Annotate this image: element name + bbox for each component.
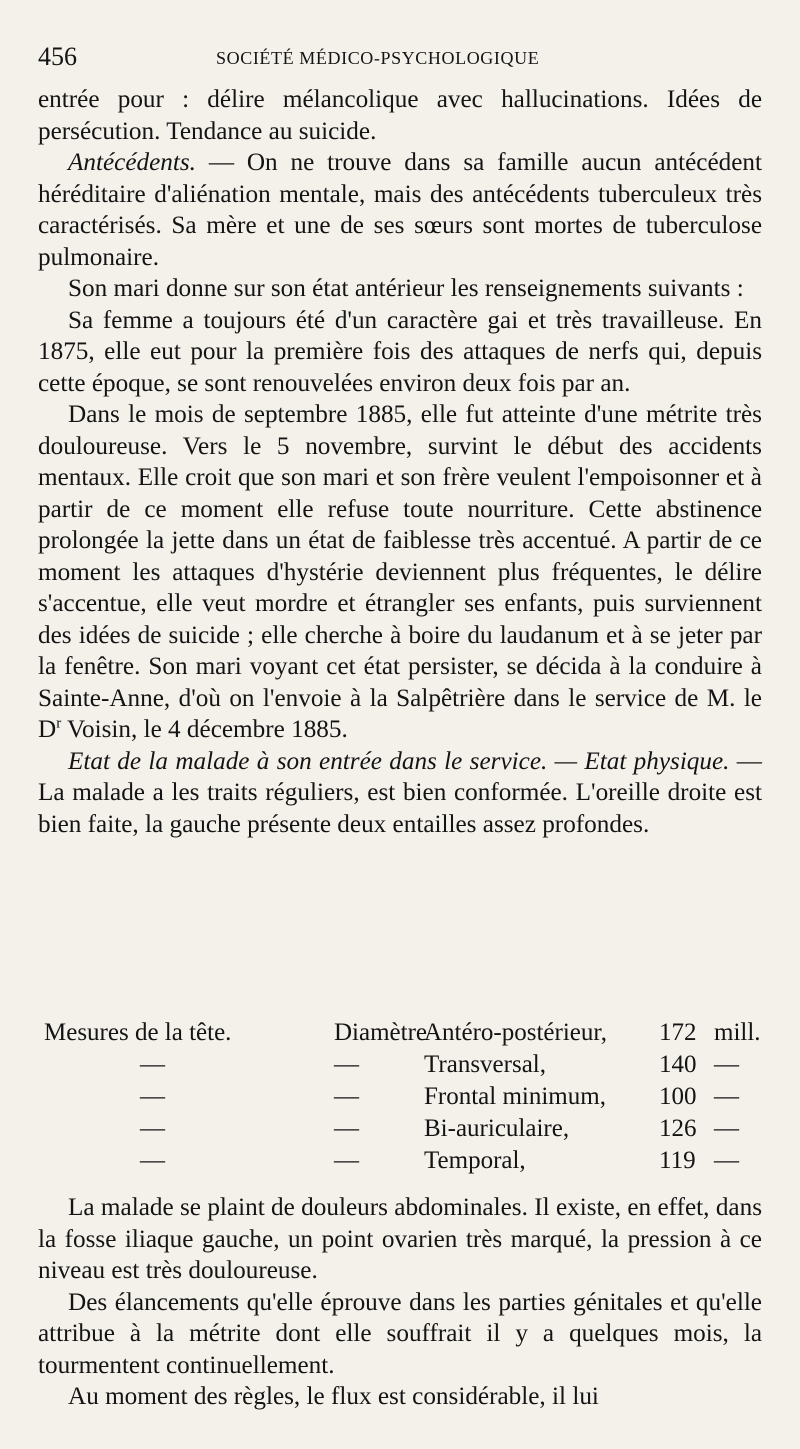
measurement-cell: — xyxy=(140,1115,165,1142)
measurement-cell: — xyxy=(714,1083,739,1110)
paragraph: Des élancements qu'elle éprouve dans les parties génitales et qu'elle attribue à la métrite dont elle souffrait il y a quelques mois, la tourmentent continuellement. xyxy=(38,1288,762,1379)
page-number: 456 xyxy=(38,42,77,71)
paragraph: Son mari donne sur son état antérieur les renseignements suivants : xyxy=(68,275,744,302)
body-text-bottom xyxy=(38,1192,762,1413)
measurement-cell: 172 xyxy=(659,1019,697,1046)
paragraph-antecedents xyxy=(38,147,762,273)
measurement-cell: — xyxy=(714,1051,739,1078)
measurement-cell: — xyxy=(714,1115,739,1142)
measurement-cell: Mesures de la tête. xyxy=(44,1019,232,1046)
measurement-cell: 100 xyxy=(659,1083,697,1110)
measurement-cell: — xyxy=(140,1083,165,1110)
paragraph-text: — La malade a les traits réguliers, est bien conformée. L'oreille droite est bien faite, la gauche présente deux entailles assez profondes. xyxy=(38,747,762,838)
measurement-cell: 140 xyxy=(659,1051,697,1078)
paragraph-text: — On ne trouve dans sa famille aucun antécédent héréditaire d'aliénation mentale, mais des antécédents tuberculeux très caractérisés. Sa mère et une de ses sœurs sont mortes de tuberculose pulmonaire. xyxy=(38,149,762,271)
paragraph-admission-state xyxy=(38,746,762,841)
measurement-cell: 126 xyxy=(659,1115,697,1142)
paragraph: Sa femme a toujours été d'un caractère gai et très travailleuse. En 1875, elle eut pour la première fois des attaques de nerfs qui, depuis cette époque, se sont renouvelées environ deux fois par an. xyxy=(38,306,762,397)
measurement-cell: Transversal, xyxy=(424,1051,546,1078)
measurement-cell: 119 xyxy=(659,1147,696,1174)
measurement-cell: — xyxy=(334,1147,359,1174)
measurement-cell: — xyxy=(334,1051,359,1078)
measurement-cell: — xyxy=(140,1051,165,1078)
measurement-cell: Bi-auriculaire, xyxy=(424,1115,570,1142)
measurement-row xyxy=(44,1115,762,1147)
measurement-cell: mill. xyxy=(714,1019,761,1046)
measurement-cell: — xyxy=(714,1147,739,1174)
paragraph-text: Voisin, le 4 décembre 1885. xyxy=(61,716,348,743)
measurement-cell: — xyxy=(140,1147,165,1174)
page-header xyxy=(38,42,762,74)
superscript: r xyxy=(56,715,62,732)
measurement-row xyxy=(44,1051,762,1083)
measurement-cell: Diamètre xyxy=(334,1019,428,1046)
paragraph: Au moment des règles, le flux est considérable, il lui xyxy=(68,1383,599,1410)
body-text-top xyxy=(38,84,762,840)
paragraph-history xyxy=(38,399,762,746)
measurement-cell: — xyxy=(334,1115,359,1142)
measurement-cell: Frontal minimum, xyxy=(424,1083,606,1110)
running-title: SOCIÉTÉ MÉDICO-PSYCHOLOGIQUE xyxy=(216,48,540,68)
head-measurements-table xyxy=(44,1019,762,1179)
paragraph-text: Dans le mois de septembre 1885, elle fut atteinte d'une métrite très douloureuse. Vers le 5 novembre, survint le début des accidents mentaux. Elle croit que son mari et son frère veulent l'empoisonner et à partir de ce moment elle refuse toute nourriture. Cette abstinence prolongée la jette dans un état de faiblesse très accentué. A partir de ce moment les attaques d'hystérie deviennent plus fréquentes, le délire s'accentue, elle veut mordre et étrangler ses enfants, puis surviennent des idées de suicide ; elle cherche à boire du laudanum et à se jeter par la fenêtre. Son mari voyant cet état persister, se décida à la conduire à Sainte-Anne, d'où on l'envoie à la Salpêtrière dans le service de M. le D xyxy=(38,401,762,743)
measurement-row xyxy=(44,1147,762,1179)
paragraph: entrée pour : délire mélancolique avec hallucinations. Idées de persécution. Tendance au suicide. xyxy=(38,86,762,145)
measurement-row xyxy=(44,1019,762,1051)
measurement-cell: — xyxy=(334,1083,359,1110)
measurement-cell: Antéro-postérieur, xyxy=(424,1019,607,1046)
section-label: Antécédents. xyxy=(68,149,196,176)
measurement-row xyxy=(44,1083,762,1115)
paragraph: La malade se plaint de douleurs abdominales. Il existe, en effet, dans la fosse iliaque gauche, un point ovarien très marqué, la pression à ce niveau est très douloureuse. xyxy=(38,1194,762,1284)
section-label: Etat de la malade à son entrée dans le service. — Etat physique. xyxy=(68,747,730,775)
measurement-cell: Temporal, xyxy=(424,1147,526,1174)
